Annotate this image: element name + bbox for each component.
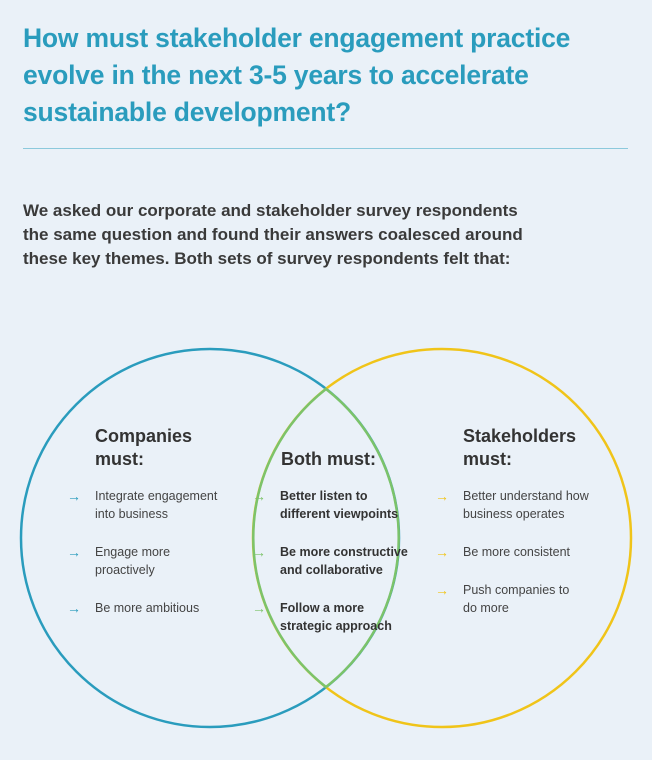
item-line1: Be more ambitious	[95, 601, 200, 615]
both-list	[252, 487, 408, 635]
item-line1: Better understand how	[463, 489, 589, 503]
stakeholders-heading-line1: Stakeholders	[463, 426, 577, 446]
item-line2: proactively	[95, 563, 155, 577]
item-line2: different viewpoints	[280, 507, 399, 521]
item-line1: Integrate engagement	[95, 489, 218, 503]
list-item	[252, 599, 408, 635]
list-item	[67, 487, 217, 523]
arrow-right-icon: →	[252, 544, 266, 560]
arrow-right-icon: →	[435, 544, 449, 560]
item-line2: into business	[95, 507, 168, 521]
arrow-right-icon: →	[67, 600, 81, 616]
stakeholders-list	[435, 487, 589, 617]
stakeholders-heading-line2: must:	[463, 449, 512, 469]
stakeholders-heading	[463, 425, 576, 471]
list-item	[252, 543, 408, 579]
companies-list	[67, 487, 217, 617]
item-line1: Follow a more	[280, 601, 365, 615]
item-line2: strategic approach	[280, 619, 392, 633]
arrow-right-icon: →	[252, 488, 266, 504]
intro-text: We asked our corporate and stakeholder survey respondents the same question and found their answers coalesced around these key themes. Both sets of survey respondents felt that:	[23, 201, 523, 268]
list-item	[435, 487, 589, 523]
arrow-right-icon: →	[252, 600, 266, 616]
list-item	[252, 487, 408, 523]
list-item	[435, 581, 589, 617]
arrow-right-icon: →	[435, 582, 449, 598]
item-line1: Better listen to	[280, 489, 368, 503]
item-line2: and collaborative	[280, 563, 383, 577]
list-item	[67, 599, 217, 617]
item-line1: Push companies to	[463, 583, 570, 597]
arrow-right-icon: →	[67, 488, 81, 504]
companies-heading	[95, 425, 192, 471]
item-line1: Be more constructive	[280, 545, 408, 559]
arrow-right-icon: →	[67, 544, 81, 560]
both-heading: Both must:	[281, 449, 376, 469]
list-item	[67, 543, 217, 579]
companies-heading-line1: Companies	[95, 426, 193, 446]
arrow-right-icon: →	[435, 488, 449, 504]
item-line2: business operates	[463, 507, 565, 521]
item-line1: Be more consistent	[463, 545, 570, 559]
item-line1: Engage more	[95, 545, 171, 559]
list-item	[435, 543, 589, 561]
page-title: How must stakeholder engagement practice evolve in the next 3-5 years to accelerate sustainable development?	[23, 23, 571, 127]
item-line2: do more	[463, 601, 509, 615]
companies-heading-line2: must:	[95, 449, 144, 469]
